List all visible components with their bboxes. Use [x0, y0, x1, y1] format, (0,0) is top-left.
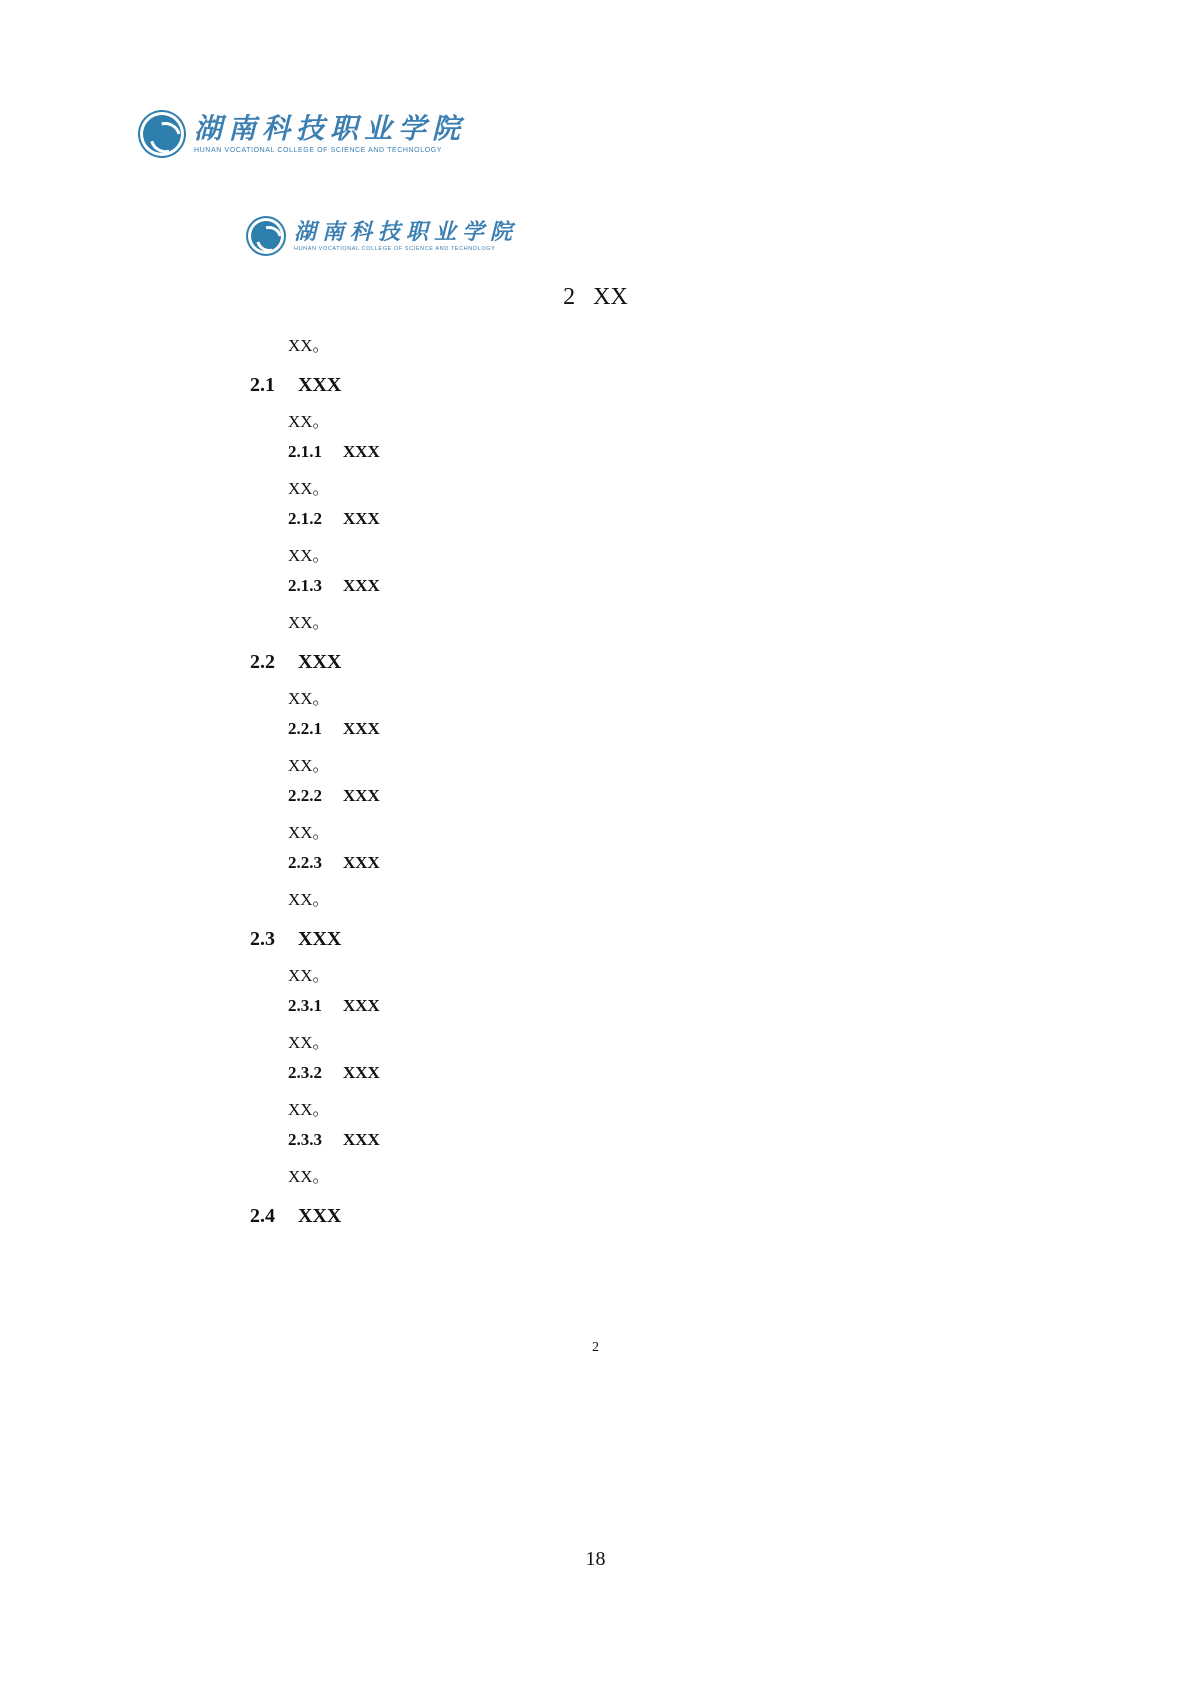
- section-number: 2.2: [250, 651, 275, 673]
- subsection-heading: [250, 508, 950, 530]
- college-logo-inner: [248, 218, 518, 254]
- subsection-title: XXX: [343, 576, 380, 595]
- subsection-number: 2.3.1: [288, 996, 322, 1015]
- subsection-number: 2.2.1: [288, 719, 322, 738]
- subsection-text: XX。: [288, 890, 330, 909]
- subsection-number: 2.2.3: [288, 853, 322, 872]
- subsection-title: XXX: [343, 1130, 380, 1149]
- section-title: XXX: [298, 1205, 342, 1227]
- logo-english-name: HUNAN VOCATIONAL COLLEGE OF SCIENCE AND TECHNOLOGY: [194, 147, 443, 154]
- section-number: 2.4: [250, 1205, 275, 1227]
- subsection-heading: [250, 1129, 950, 1151]
- section-number: 2.3: [250, 928, 275, 950]
- college-emblem-icon: [248, 218, 284, 254]
- subsection-number: 2.3.2: [288, 1063, 322, 1082]
- subsection-number: 2.1.1: [288, 442, 322, 461]
- inner-page-number: 2: [592, 1340, 599, 1355]
- subsection-title: XXX: [343, 509, 380, 528]
- chapter-body: [250, 335, 950, 1229]
- subsection-heading: [250, 995, 950, 1017]
- page-number: 18: [585, 1548, 606, 1570]
- subsection-number: 2.3.3: [288, 1130, 322, 1149]
- subsection-text: XX。: [288, 1100, 330, 1119]
- subsection-number: 2.2.2: [288, 786, 322, 805]
- subsection-title: XXX: [343, 786, 380, 805]
- subsection-text: XX。: [288, 479, 330, 498]
- section-heading: [250, 372, 950, 398]
- chapter-number: 2: [563, 284, 576, 310]
- subsection-heading: [250, 852, 950, 874]
- section-number: 2.1: [250, 374, 275, 396]
- subsection-heading: [250, 718, 950, 740]
- section-heading: [250, 649, 950, 675]
- subsection-text: XX。: [288, 823, 330, 842]
- subsection-heading: [250, 1062, 950, 1084]
- section-heading: [250, 926, 950, 952]
- subsection-title: XXX: [343, 442, 380, 461]
- subsection-title: XXX: [343, 853, 380, 872]
- chapter-intro: XX。: [288, 336, 330, 355]
- chapter-name: XX: [593, 284, 628, 310]
- section-text: XX。: [288, 412, 330, 431]
- subsection-heading: [250, 575, 950, 597]
- subsection-text: XX。: [288, 756, 330, 775]
- section-title: XXX: [298, 928, 342, 950]
- subsection-text: XX。: [288, 546, 330, 565]
- chapter-title: [0, 284, 1191, 311]
- logo-chinese-name: 湖南科技职业学院: [194, 112, 467, 145]
- subsection-title: XXX: [343, 1063, 380, 1082]
- subsection-heading: [250, 785, 950, 807]
- subsection-title: XXX: [343, 719, 380, 738]
- logo-english-name: HUNAN VOCATIONAL COLLEGE OF SCIENCE AND TECHNOLOGY: [294, 246, 496, 252]
- section-text: XX。: [288, 966, 330, 985]
- subsection-text: XX。: [288, 1033, 330, 1052]
- subsection-number: 2.1.3: [288, 576, 322, 595]
- subsection-text: XX。: [288, 613, 330, 632]
- section-title: XXX: [298, 651, 342, 673]
- subsection-text: XX。: [288, 1167, 330, 1186]
- college-logo-outer: [140, 112, 466, 156]
- section-title: XXX: [298, 374, 342, 396]
- section-heading: [250, 1203, 950, 1229]
- section-text: XX。: [288, 689, 330, 708]
- logo-chinese-name: 湖南科技职业学院: [294, 219, 519, 245]
- college-emblem-icon: [140, 112, 184, 156]
- subsection-title: XXX: [343, 996, 380, 1015]
- subsection-number: 2.1.2: [288, 509, 322, 528]
- subsection-heading: [250, 441, 950, 463]
